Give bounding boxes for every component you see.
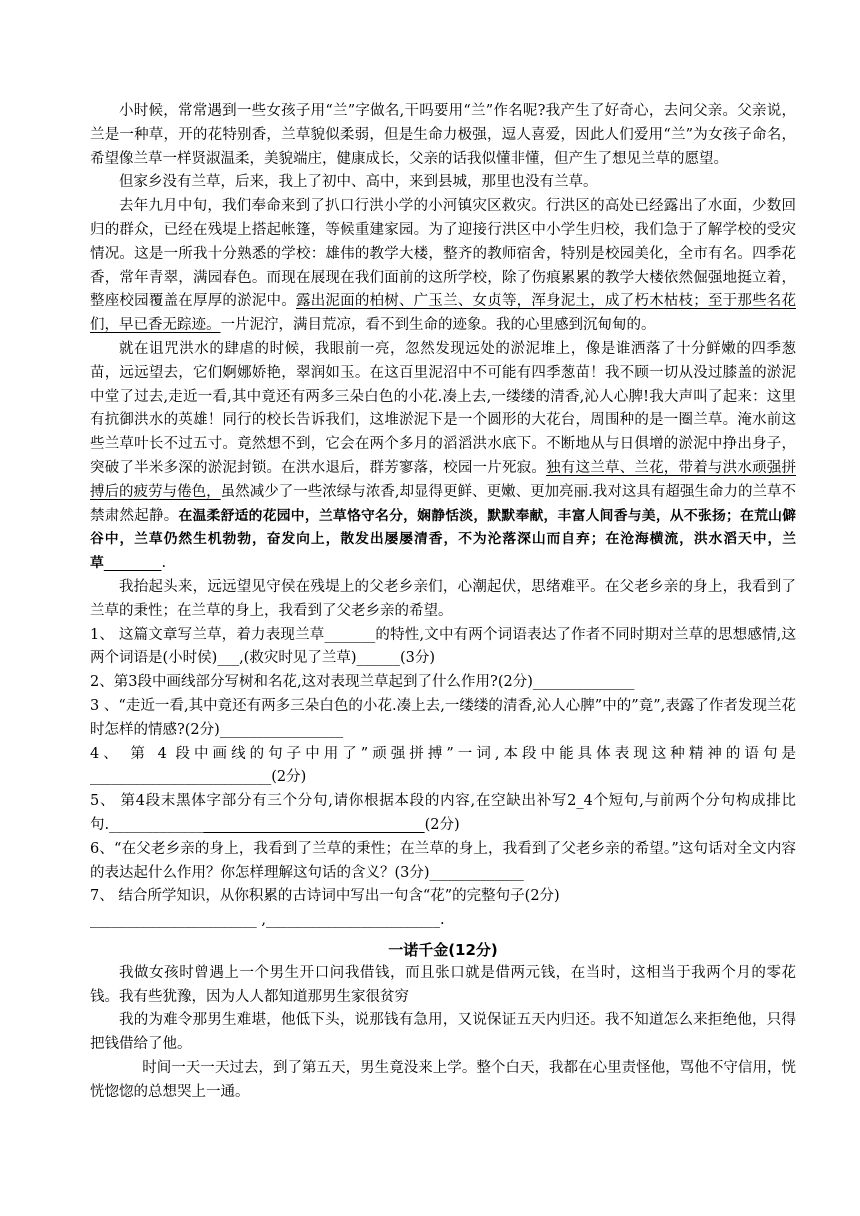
paragraph-4-bold-sentence: 在温柔舒适的花园中，兰草恪守名分，娴静恬淡，默默奉献，丰富人间香与美，从不张扬；在荒山僻谷中，兰草仍然生机勃勃，奋发向上，散发出屡屡清香，不为沦落深山而自弃；在沧海横流，洪水滔天中，兰草 [90, 507, 797, 572]
passage1-paragraph-4 [90, 338, 796, 576]
question-7-answer-line: _______________________ ,________________________. [90, 912, 445, 929]
passage2-paragraph-2: 我的为难令那男生难堪，他低下头，说那钱有急用，又说保证五天内归还。我不知道怎么来拒绝他，只得把钱借给了他。 [90, 1012, 796, 1053]
questions-section [90, 624, 796, 933]
passage2-paragraph-3: 时间一天一天过去，到了第五天，男生竟没来上学。整个白天，我都在心里责怪他，骂他不守信用，恍恍惚惚的总想哭上一通。 [90, 1060, 796, 1100]
question-5-text: 5、 第4段末黑体字部分有三个分句,请你根据本段的内容,在空缺出补写2_4个短句,与前两个分句构成排比句._____________ [90, 793, 796, 833]
question-6: 6、“在父老乡亲的身上，我看到了兰草的秉性；在兰草的身上，我看到了父老乡亲的希望。”这句话对全文内容的表达起什么作用？你怎样理解这句话的含义？(3分)_____________ [90, 840, 796, 881]
paragraph-4-underlined-sentence: 独有这兰草、兰花，带着与洪水顽强拼搏后的疲劳与倦色， [90, 459, 796, 500]
paragraph-4-text-b: 虽然减少了一些浓绿与浓香,却显得更鲜、更嫩、更加亮丽.我对这具有超强生命力的兰草不禁肃然起静。 [90, 483, 797, 524]
paragraph-4-text-a: 就在诅咒洪水的肆虐的时候，我眼前一亮，忽然发现远处的淤泥堆上，像是谁洒落了十分鲜嫩的四季葱苗，远远望去，它们婀娜娇艳，翠润如玉。在这百里泥沼中不可能有四季葱苗！我不顾一切从没过膝盖的淤泥中堂了过去,走近一看,其中竟还有两多三朵白色的小花.凑上去,一缕缕的清香,沁人心脾!我大声叫了起来：这里有抗御洪水的英雄！同行的校长告诉我们，这堆淤泥下是一个圆形的大花台，周围种的是一圈兰草。淹水前这些兰草叶长不过五寸。竟然想不到，它会在两个多月的滔滔洪水底下。不断地从与日俱增的淤泥中挣出身子，突破了半米多深的淤泥封锁。在洪水退后，群芳寥落，校园一片死寂。 [90, 340, 796, 476]
paragraph-3-text-b: 一片泥泞，满目荒凉，看不到生命的迹象。我的心里感到沉甸甸的。 [220, 317, 656, 334]
question-5-answer-line [203, 817, 424, 833]
passage2-paragraph-1: 我做女孩时曾遇上一个男生开口问我借钱，而且张口就是借两元钱，在当时，这相当于我两个月的零花钱。我有些犹豫，因为人人都知道那男生家很贫穷 [90, 964, 796, 1005]
document-page [90, 100, 796, 1105]
question-1: 1、 这篇文章写兰草，着力表现兰草_______的特性,文中有两个词语表达了作者不同时期对兰草的思想感情,这两个词语是(小时侯)___,(救灾时见了兰草)______(3分) [90, 626, 796, 667]
question-5 [90, 790, 796, 838]
paragraph-3-text-a: 去年九月中旬，我们奉命来到了扒口行洪小学的小河镇灾区救灾。行洪区的高处已经露出了水面，少数回归的群众，已经在残堤上搭起帐篷，等候重建家园。为了迎接行洪区中小学生归校，我们急于了解学校的受灾情况。这是一所我十分熟悉的学校：雄伟的教学大楼，整齐的教师宿舍，特别是校园美化，全市有名。四季花香，常年青翠，满园春色。而现在展现在我们面前的这所学校，除了伤痕累累的教学大楼依然倔强地挺立着，整座校园覆盖在厚厚的淤泥中。 [90, 198, 796, 310]
question-2: 2、第3段中画线部分写树和名花,这对表现兰草起到了什么作用?(2分)______________ [90, 674, 635, 691]
question-3: 3 、“走近一看,其中竟还有两多三朵白色的小花.凑上去,一缕缕的清香,沁人心脾”中的”竟”,表露了作者发现兰花时怎样的情感?(2分)_________________ [90, 697, 796, 738]
paragraph-4-end: . [161, 555, 167, 572]
passage2-title: 一诺千金(12分) [388, 940, 498, 959]
question-4: 4、 第 4 段中画线的句子中用了”顽强拼搏”一词,本段中能具体表现这种精神的语句是_________________________(2分) [90, 745, 796, 786]
answer-blank-bold [104, 555, 162, 571]
passage1-paragraph-5: 我抬起头来，远远望见守侯在残堤上的父老乡亲们，心潮起伏，思绪难平。在父老乡亲的身上，我看到了兰草的秉性；在兰草的身上，我看到了父老乡亲的希望。 [90, 578, 796, 619]
passage1-paragraph-1: 小时候，常常遇到一些女孩子用“兰”字做名,干吗要用“兰”作名呢?我产生了好奇心，去问父亲。父亲说，兰是一种草，开的花特别香，兰草貌似柔弱，但是生命力极强，逗人喜爱，因此人们爱用“兰”为女孩子命名，希望像兰草一样贤淑温柔，美貌端庄，健康成长，父亲的话我似懂非懂，但产生了想见兰草的愿望。 [90, 103, 796, 167]
passage1-paragraph-2: 但家乡没有兰草，后来，我上了初中、高中，来到县城，那里也没有兰草。 [119, 174, 598, 191]
question-5-points: (2分) [424, 816, 460, 833]
question-7: 7、 结合所学知识，从你积累的古诗词中写出一句含“花”的完整句子(2分) [90, 888, 560, 905]
passage1-paragraph-3 [90, 195, 796, 338]
paragraph-3-underlined-sentence: 露出泥面的柏树、广玉兰、女贞等，浑身泥土，成了朽木枯枝；至于那些名花们，早已香无踪迹。 [90, 293, 797, 334]
